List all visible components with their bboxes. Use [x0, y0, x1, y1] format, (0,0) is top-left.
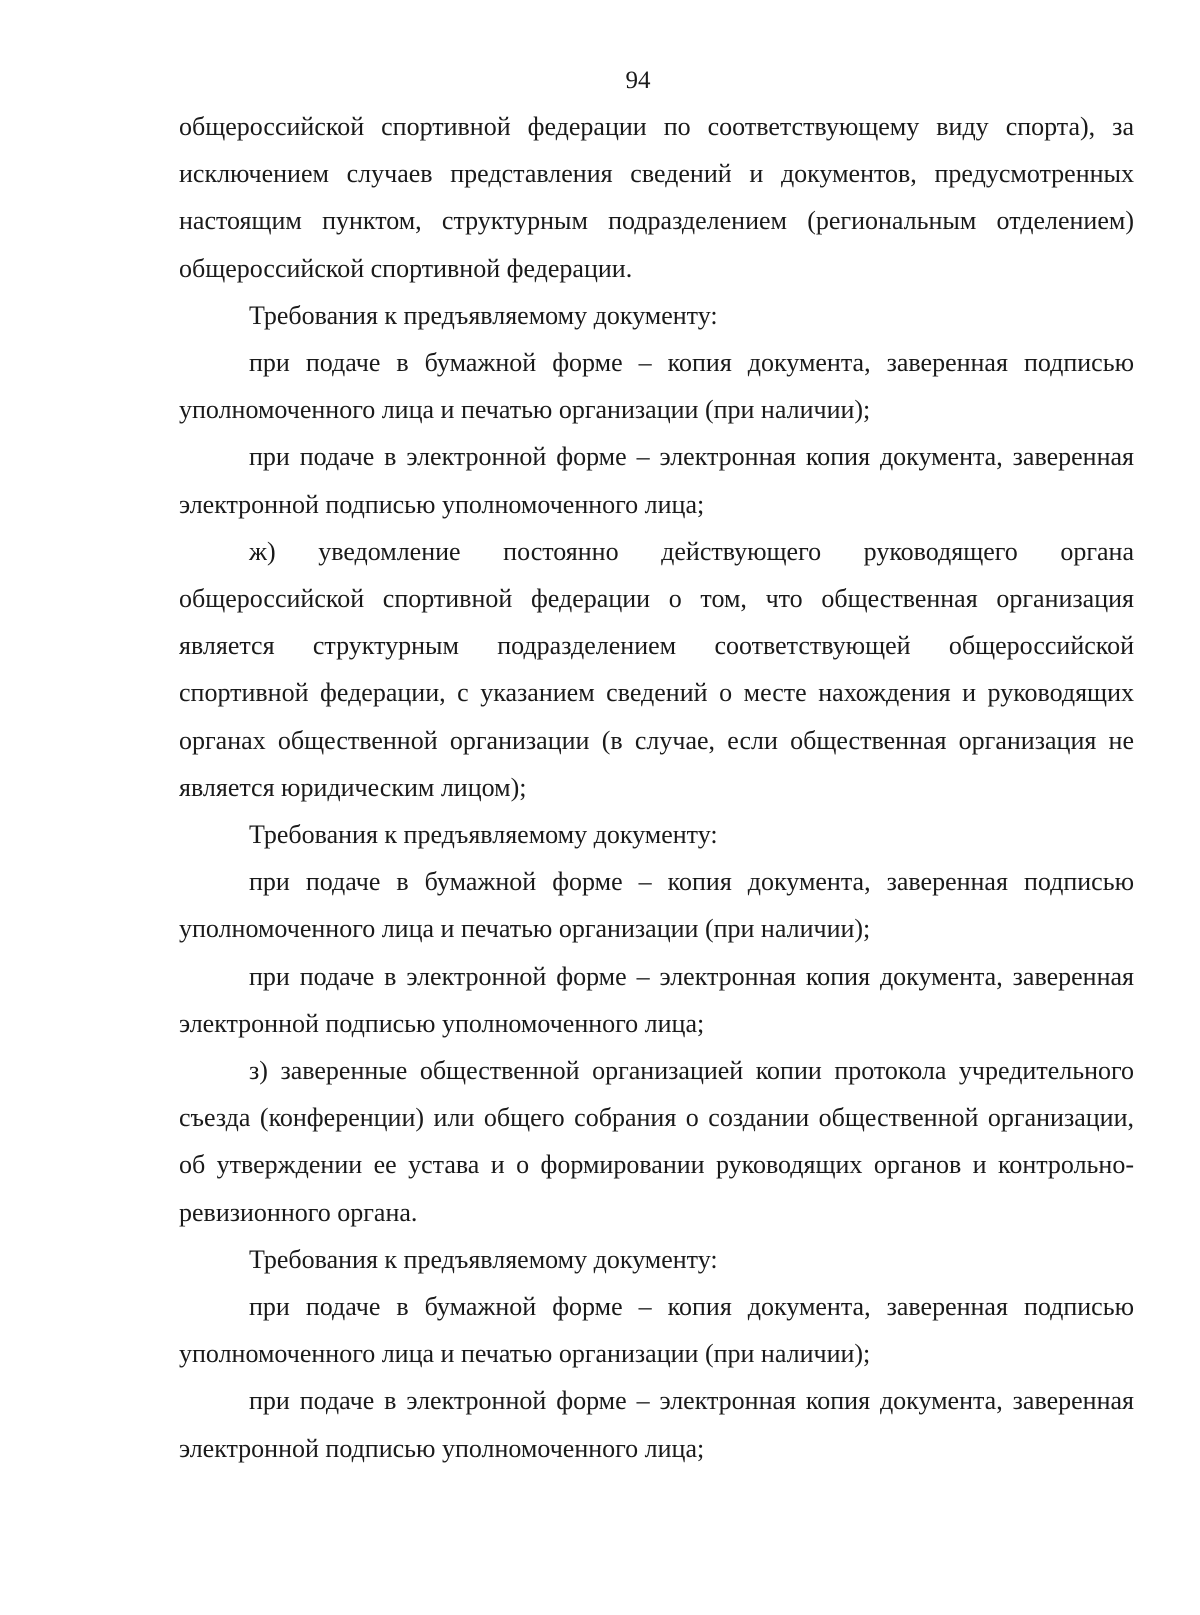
paragraph-requirements-heading: Требования к предъявляемому документу: [249, 1244, 718, 1274]
paragraph-paper-form: при подаче в бумажной форме – копия документа, заверенная подписью уполномоченного лица и печатью организации (при наличии); [179, 1292, 1134, 1369]
paragraph-electronic-form: при подаче в электронной форме – электронная копия документа, заверенная электронной подписью уполномоченного лица; [179, 1386, 1134, 1463]
page-number: 94 [625, 67, 651, 94]
paragraph-continuation: общероссийской спортивной федерации по соответствующему виду спорта), за исключением случаев представления сведений и документов, предусмотренных настоящим пунктом, структурным подразделением (региональным отделением) общероссийской спортивной федерации. [179, 112, 1134, 283]
paragraph-electronic-form: при подаче в электронной форме – электронная копия документа, заверенная электронной подписью уполномоченного лица; [179, 961, 1134, 1038]
paragraph-item-zh: ж) уведомление постоянно действующего руководящего органа общероссийской спортивной федерации о том, что общественная организация является структурным подразделением соответствующей общероссийской спортивной федерации, с указанием сведений о месте нахождения и руководящих органах общественной организации (в случае, если общественная организация не является юридическим лицом); [179, 536, 1134, 802]
paragraph-item-z: з) заверенные общественной организацией копии протокола учредительного съезда (конференции) или общего собрания о создании общественной организации, об утверждении ее устава и о формировании руководящих органов и контрольно-ревизионного органа. [179, 1056, 1134, 1227]
paragraph-requirements-heading: Требования к предъявляемому документу: [249, 300, 718, 330]
paragraph-paper-form: при подаче в бумажной форме – копия документа, заверенная подписью уполномоченного лица и печатью организации (при наличии); [179, 867, 1134, 944]
document-body [179, 103, 1134, 1472]
paragraph-electronic-form: при подаче в электронной форме – электронная копия документа, заверенная электронной подписью уполномоченного лица; [179, 442, 1134, 519]
paragraph-paper-form: при подаче в бумажной форме – копия документа, заверенная подписью уполномоченного лица и печатью организации (при наличии); [179, 348, 1134, 425]
paragraph-requirements-heading: Требования к предъявляемому документу: [249, 820, 718, 850]
